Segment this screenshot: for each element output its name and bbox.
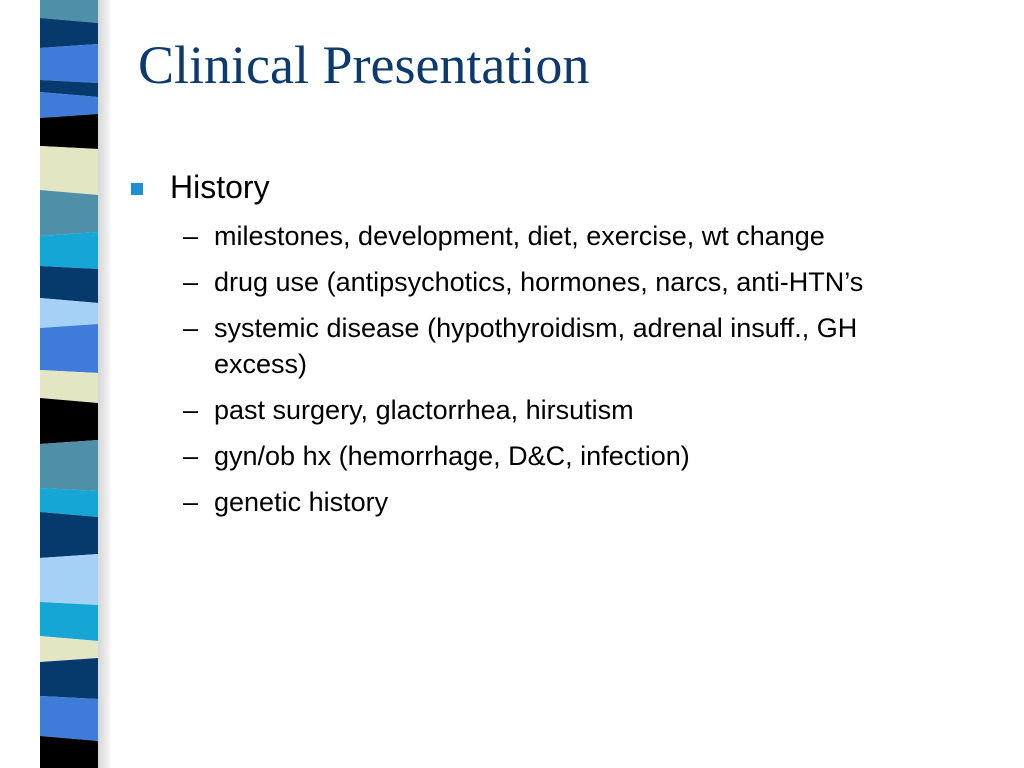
square-bullet-icon — [131, 183, 143, 195]
stripe-block — [40, 696, 98, 741]
stripe-block — [40, 370, 98, 403]
sub-bullet-list — [128, 218, 988, 520]
stripe-block — [40, 488, 98, 517]
stripe-block — [40, 232, 98, 269]
sub-bullet-text: milestones, development, diet, exercise, wt change — [214, 221, 825, 251]
stripe-block — [40, 658, 98, 699]
bullet-history — [128, 166, 988, 208]
stripe-block — [40, 18, 98, 48]
dash-bullet-icon: – — [183, 313, 199, 343]
stripe-block — [40, 44, 98, 83]
stripe-block — [40, 440, 98, 491]
dash-bullet-icon: – — [183, 487, 199, 517]
stripe-block — [40, 266, 98, 303]
stripe-block — [40, 114, 98, 149]
slide-body — [128, 166, 988, 530]
stripe-block — [40, 602, 98, 641]
dash-bullet-icon: – — [183, 221, 199, 251]
sub-bullet — [128, 484, 914, 520]
stripe-block — [40, 398, 98, 444]
sub-bullet — [128, 392, 914, 428]
decorative-stripe — [0, 0, 130, 768]
sub-bullet-text: systemic disease (hypothyroidism, adrenal insuff., GH excess) — [214, 313, 858, 379]
stripe-block — [40, 512, 98, 558]
stripe-block — [40, 190, 98, 236]
slide-title: Clinical Presentation — [138, 35, 590, 95]
stripe-block — [40, 298, 98, 328]
dash-bullet-icon: – — [183, 267, 199, 297]
dash-bullet-icon: – — [183, 441, 199, 471]
sub-bullet-text: past surgery, glactorrhea, hirsutism — [214, 395, 634, 425]
dash-bullet-icon: – — [183, 395, 199, 425]
stripe-block — [40, 554, 98, 605]
sub-bullet — [128, 310, 914, 382]
bullet-text: History — [170, 169, 270, 205]
sub-bullet-text: gyn/ob hx (hemorrhage, D&C, infection) — [214, 441, 690, 471]
stripe-block — [40, 146, 98, 195]
sub-bullet-text: drug use (antipsychotics, hormones, narcs, anti-HTN’s — [214, 267, 864, 297]
sub-bullet — [128, 264, 914, 300]
stripe-block — [40, 324, 98, 373]
sub-bullet — [128, 218, 914, 254]
stripe-graphic — [0, 0, 130, 768]
sub-bullet — [128, 438, 914, 474]
stripe-block — [40, 736, 98, 768]
sub-bullet-text: genetic history — [214, 487, 389, 517]
